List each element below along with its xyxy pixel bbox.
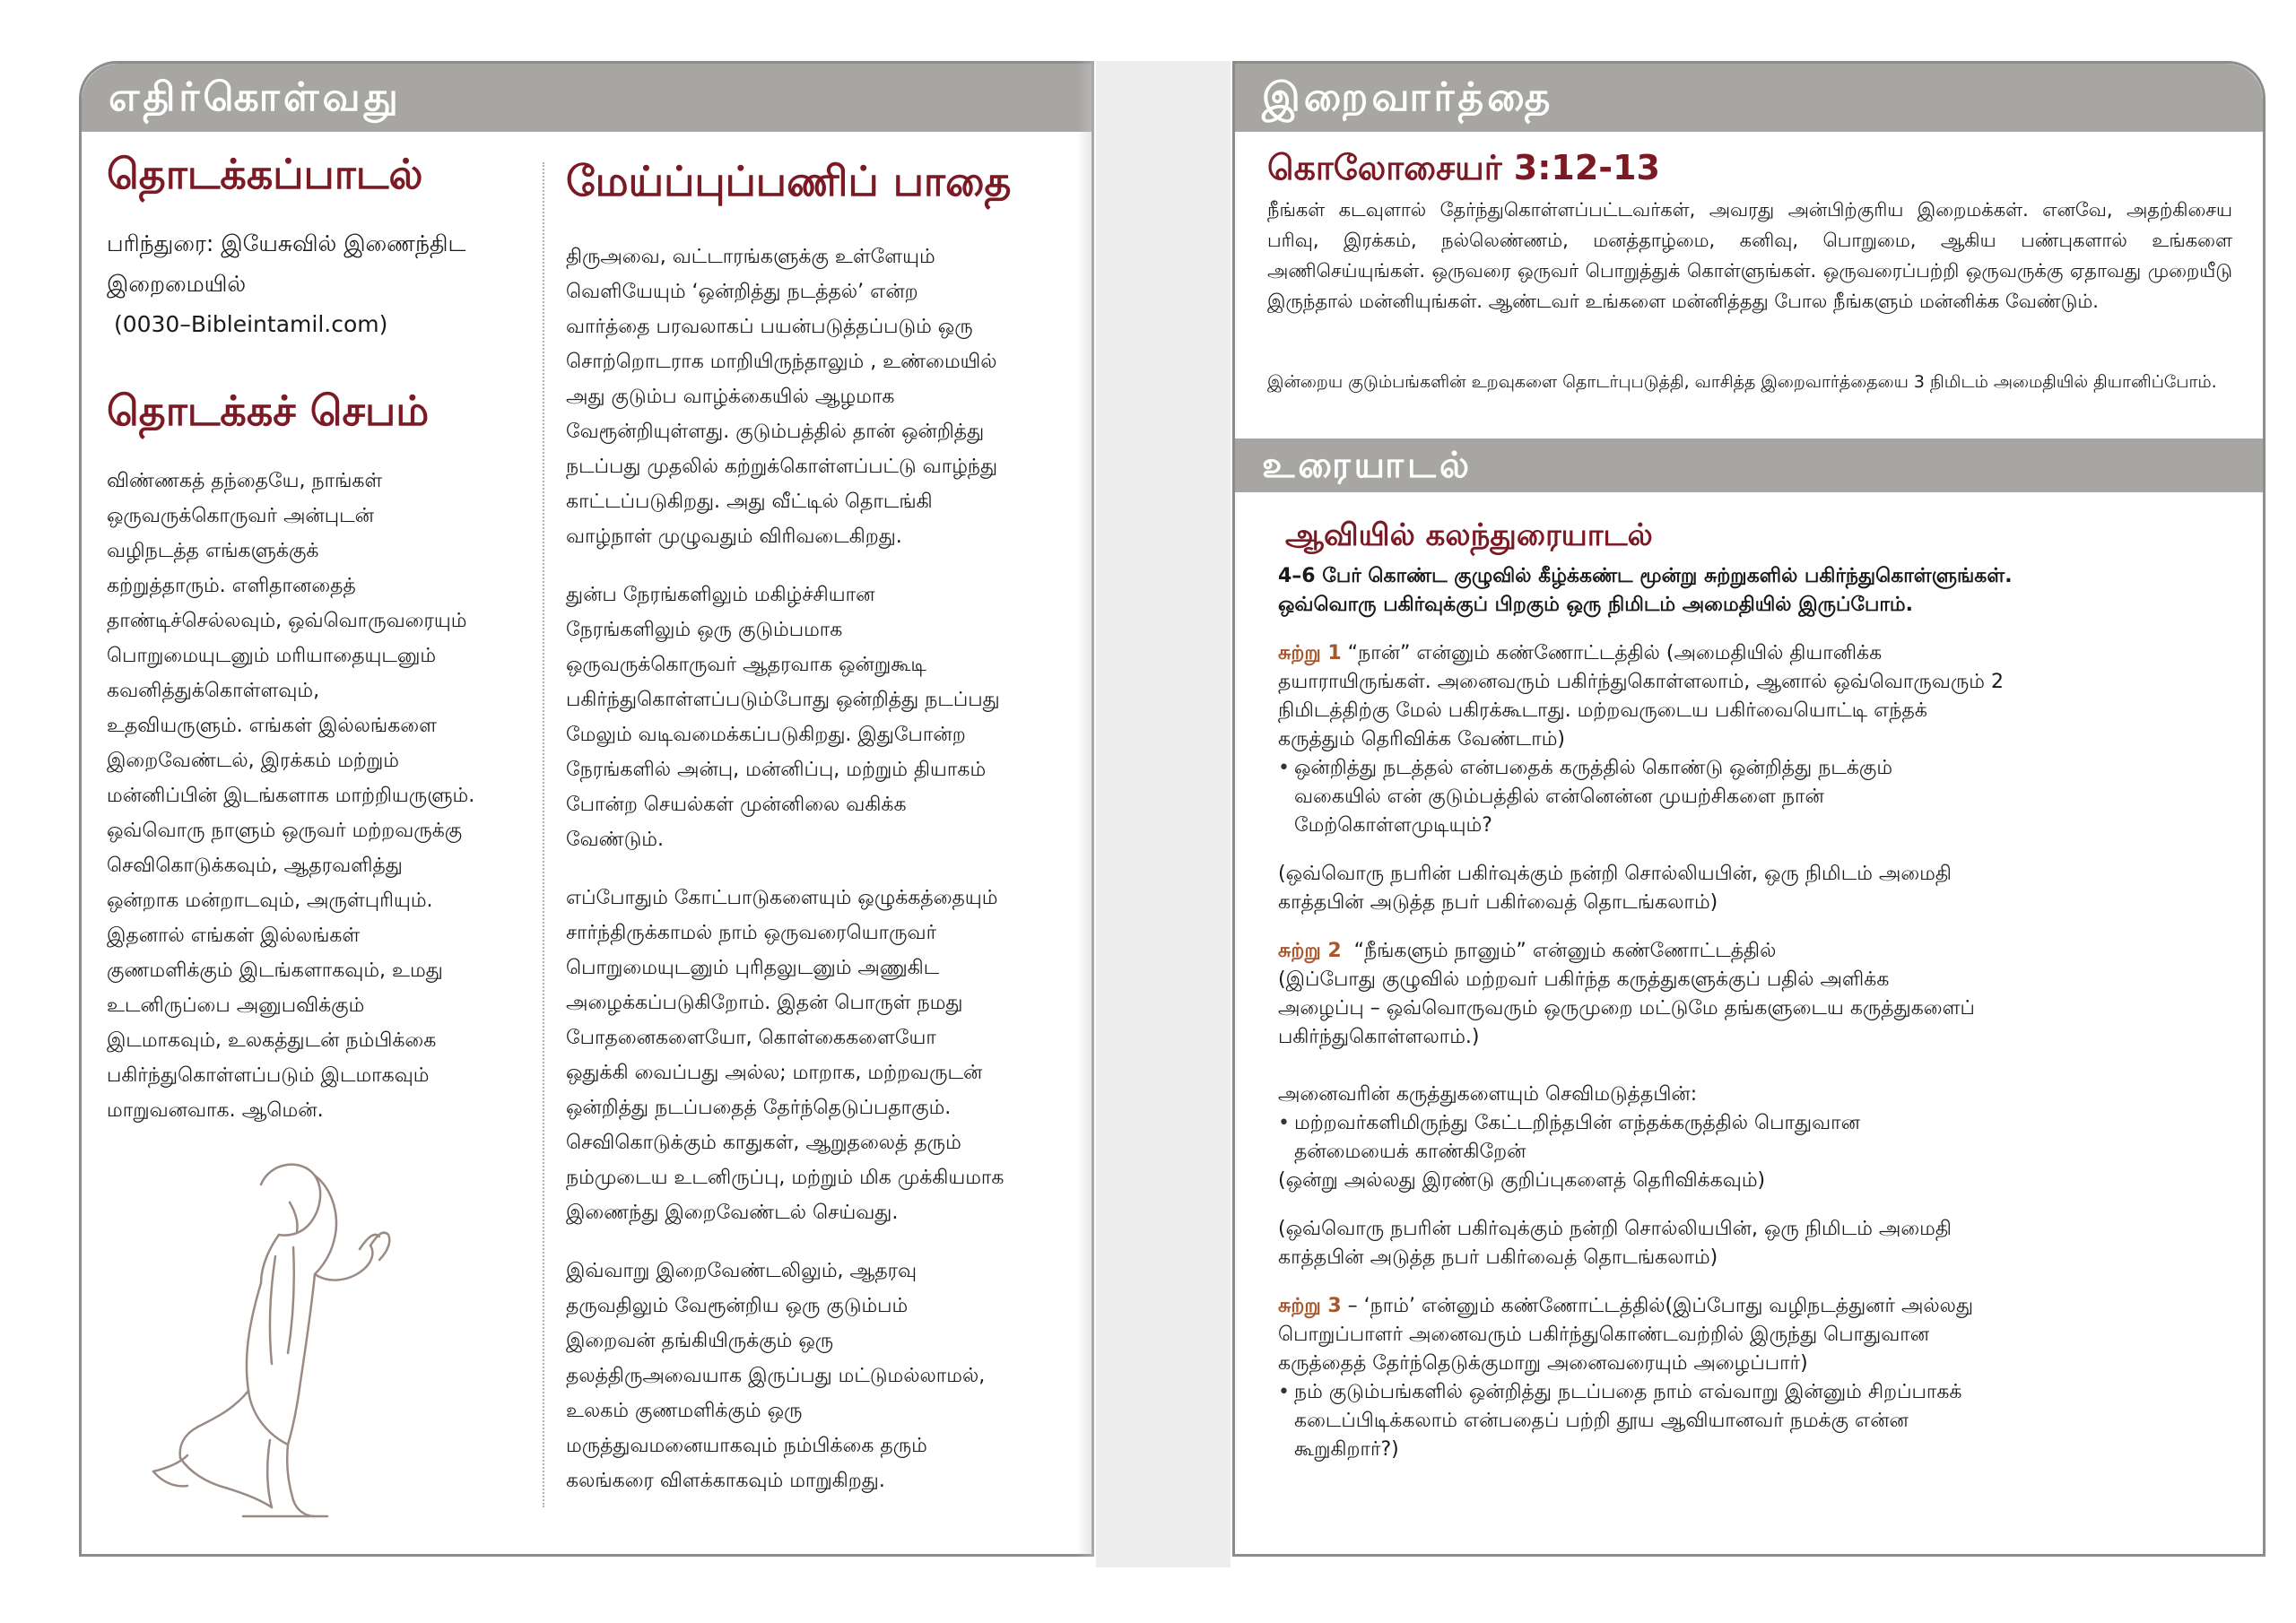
prayer-line: குணமளிக்கும் இடங்களாகவும், உமது (107, 959, 443, 982)
pastoral-line: செவிகொடுக்கும் காதுகள், ஆறுதலைத் தரும் (566, 1132, 961, 1154)
pastoral-path-text (566, 239, 1068, 1522)
pastoral-line: இணைந்து இறைவேண்டல் செய்வது. (566, 1202, 899, 1224)
scripture-reference: கொலோசையர் 3:12-13 (1267, 148, 1660, 187)
round-2-line: அழைப்பு – ஒவ்வொருவரும் ஒருமுறை மட்டுமே தங்களுடைய கருத்துகளைப் (1278, 997, 1975, 1020)
pastoral-line: தலத்திருஅவையாக இருப்பது மட்டுமல்லாமல், (566, 1365, 986, 1387)
opening-song-heading: தொடக்கப்பாடல் (107, 150, 423, 198)
scripture-reflection-note: இன்றைய குடும்பங்களின் உறவுகளை தொடர்புபடுத்தி, வாசித்த இறைவார்த்தையை 3 நிமிடம் அமைதியில் தியானிப்போம். (1267, 372, 2217, 392)
after-all-block (1278, 1081, 2229, 1167)
thanks-line: (ஒவ்வொரு நபரின் பகிர்வுக்கும் நன்றி சொல்லியபின், ஒரு நிமிடம் அமைதி (1278, 863, 1952, 885)
prayer-line: கற்றுத்தாரும். எளிதானதைத் (107, 575, 356, 597)
section-band-encounter: எதிர்கொள்வது (82, 64, 1091, 132)
round-1-question-line: மேற்கொள்ளமுடியும்? (1294, 814, 1492, 837)
round-3-line: கருத்தைத் தேர்ந்தெடுக்குமாறு அனைவரையும் அழைப்பார்) (1278, 1352, 1808, 1375)
prayer-line: மாறுவனவாக. ஆமென். (107, 1099, 324, 1122)
pastoral-line: ஒன்றித்து நடப்பதைத் தேர்ந்தெடுப்பதாகும். (566, 1097, 952, 1119)
pastoral-line: மருத்துவமனையாகவும் நம்பிக்கை தரும் (566, 1435, 927, 1457)
prayer-line: இறைவேண்டல், இரக்கம் மற்றும் (107, 750, 399, 772)
prayer-line: கவனித்துக்கொள்ளவும், (107, 680, 320, 702)
pastoral-paragraph (566, 577, 1068, 857)
prayer-line: இதனால் எங்கள் இல்லங்கள் (107, 924, 361, 947)
pastoral-line: துன்ப நேரங்களிலும் மகிழ்ச்சியான (566, 584, 875, 606)
pastoral-line: நேரங்களில் அன்பு, மன்னிப்பு, மற்றும் தியாகம் (566, 759, 987, 781)
pastoral-line: நேரங்களிலும் ஒரு குடும்பமாக (566, 619, 843, 641)
prayer-line: பொறுமையுடனும் மரியாதையுடனும் (107, 645, 437, 667)
pastoral-line: வார்த்தை பரவலாகப் பயன்படுத்தப்படும் ஒரு (566, 316, 973, 338)
pastoral-line: பொறுமையுடனும் புரிதலுடனும் அணுகிட (566, 957, 940, 979)
pastoral-line: நடப்பது முதலில் கற்றுக்கொள்ளப்பட்டு வாழ்ந்து (566, 456, 998, 478)
thanks-line: காத்தபின் அடுத்த நபர் பகிர்வைத் தொடங்கலாம்) (1278, 891, 1718, 914)
round-2-text-rest (1278, 966, 2229, 1052)
round-3-line: பொறுப்பாளர் அனைவரும் பகிர்ந்துகொண்டவற்றில் இருந்து பொதுவான (1278, 1324, 1930, 1346)
round-1-line: நிமிடத்திற்கு மேல் பகிரக்கூடாது. மற்றவருடைய பகிர்வையொட்டி எந்தக் (1278, 699, 1927, 722)
gutter-shadow (1076, 61, 1094, 1557)
pastoral-line: வாழ்நாள் முழுவதும் விரிவடைகிறது. (566, 525, 902, 548)
page-gutter (1096, 61, 1231, 1567)
round-1 (1278, 639, 2229, 840)
opening-prayer-heading: தொடக்கச் செபம் (107, 386, 430, 435)
prayer-line: செவிகொடுக்கவும், ஆதரவளித்து (107, 855, 403, 877)
prayer-line: வழிநடத்த எங்களுக்குக் (107, 540, 319, 562)
pastoral-line: சொற்றொடராக மாறியிருந்தாலும் , உண்மையில் (566, 351, 997, 373)
prayer-line: உடனிருப்பை அனுபவிக்கும் (107, 994, 365, 1017)
prayer-line: உதவியருளும். எங்கள் இல்லங்களை (107, 715, 437, 737)
dialogue-body (1278, 562, 2229, 1484)
opening-song-line: இறைமையில் (107, 271, 247, 297)
pastoral-line: எப்போதும் கோட்பாடுகளையும் ஒழுக்கத்தையும் (566, 887, 998, 909)
thanks-note-1 (1278, 860, 2229, 917)
prayer-line: மன்னிப்பின் இடங்களாக மாற்றியருளும். (107, 785, 475, 807)
prayer-line: விண்ணகத் தந்தையே, நாங்கள் (107, 470, 383, 492)
opening-song-source: (0030–Bibleintamil.com) (107, 311, 388, 337)
dialogue-intro-line: ஒவ்வொரு பகிர்வுக்குப் பிறகும் ஒரு நிமிடம் அமைதியில் இருப்போம். (1278, 594, 1913, 616)
column-divider (543, 162, 544, 1507)
pastoral-line: போன்ற செயல்கள் முன்னிலை வகிக்க (566, 794, 907, 816)
pastoral-line: மேலும் வடிவமைக்கப்படுகிறது. இதுபோன்ற (566, 724, 966, 746)
round-3-question-line: கடைப்பிடிக்கலாம் என்பதைப் பற்றி தூய ஆவியானவர் நமக்கு என்ன (1294, 1410, 1909, 1432)
round-3-question-line: கூறுகிறார்?) (1294, 1438, 1399, 1461)
dialogue-intro-line: 4–6 பேர் கொண்ட குழுவில் கீழ்க்கண்ட மூன்று சுற்றுகளில் பகிர்ந்துகொள்ளுங்கள். (1278, 565, 2013, 587)
round-2-line: (இப்போது குழுவில் மற்றவர் பகிர்ந்த கருத்துகளுக்குப் பதில் அளிக்க (1278, 968, 1890, 991)
pastoral-paragraph (566, 881, 1068, 1230)
round-1-text-rest (1278, 668, 2229, 754)
prayer-line: ஒவ்வொரு நாளும் ஒருவர் மற்றவருக்கு (107, 820, 463, 842)
round-3-text: – ‘நாம்’ என்னும் கண்ணோட்டத்தில்(இப்போது வழிநடத்துனர் அல்லது (1341, 1295, 1974, 1317)
round-1-question-line: வகையில் என் குடும்பத்தில் என்னென்ன முயற்சிகளை நான் (1294, 785, 1824, 808)
scripture-text: நீங்கள் கடவுளால் தேர்ந்துகொள்ளப்பட்டவர்கள், அவரது அன்பிற்குரிய இறைமக்கள். எனவே, அதற்கிசைய பரிவு, இரக்கம், நல்லெண்ணம், மனத்தாழ்மை, கனிவு, பொறுமை, ஆகிய பண்புகளால் உங்களை அணிசெய்யுங்கள். ஒருவரை ஒருவர் பொறுத்துக் கொள்ளுங்கள். ஒருவரைப்பற்றி ஒருவருக்கு ஏதாவது முறையீடு இருந்தால் மன்னியுங்கள். ஆண்டவர் உங்களை மன்னித்தது போல நீங்களும் மன்னிக்க வேண்டும். (1267, 199, 2232, 312)
round-3-text-rest (1278, 1321, 2229, 1378)
thanks-line: காத்தபின் அடுத்த நபர் பகிர்வைத் தொடங்கலாம்) (1278, 1246, 1718, 1269)
round-3-question-line: • நம் குடும்பங்களில் ஒன்றித்து நடப்பதை நாம் எவ்வாறு இன்னும் சிறப்பாகக் (1294, 1381, 1962, 1403)
pastoral-line: போதனைகளையோ, கொள்கைகளையோ (566, 1027, 936, 1049)
pastoral-line: திருஅவை, வட்டாரங்களுக்கு உள்ளேயும் (566, 246, 935, 268)
round-2-question-line: தன்மையைக் காண்கிறேன் (1294, 1141, 1526, 1163)
opening-song-line: பரிந்துரை: இயேசுவில் இணைந்திட (107, 230, 466, 256)
pastoral-line: அழைக்கப்படுகிறோம். இதன் பொருள் நமது (566, 992, 963, 1014)
pastoral-paragraph (566, 1254, 1068, 1498)
round-2-question (1294, 1109, 2229, 1167)
after-all-label: அனைவரின் கருத்துகளையும் செவிமடுத்தபின்: (1278, 1083, 1698, 1106)
prayer-line: இடமாகவும், உலகத்துடன் நம்பிக்கை (107, 1029, 437, 1052)
dialogue-heading: ஆவியில் கலந்துரையாடல் (1285, 517, 1653, 553)
round-2-label: சுற்று 2 (1278, 940, 1342, 962)
kneeling-prayer-figure-illustration (135, 1149, 404, 1534)
pastoral-line: வேரூன்றியுள்ளது. குடும்பத்தில் தான் ஒன்றித்து (566, 421, 985, 443)
section-band-dialogue: உரையாடல் (1235, 438, 2263, 492)
pastoral-line: அது குடும்ப வாழ்க்கையில் ஆழமாக (566, 386, 895, 408)
prayer-line: ஒன்றாக மன்றாடவும், அருள்புரியும். (107, 890, 433, 912)
pastoral-line: இறைவன் தங்கியிருக்கும் ஒரு (566, 1330, 834, 1352)
round-1-line: தயாராயிருங்கள். அனைவரும் பகிர்ந்துகொள்ளலாம், ஆனால் ஒவ்வொருவரும் 2 (1278, 671, 2004, 693)
prayer-line: பகிர்ந்துகொள்ளப்படும் இடமாகவும் (107, 1064, 430, 1087)
pastoral-paragraph (566, 239, 1068, 554)
pastoral-line: நம்முடைய உடனிருப்பு, மற்றும் மிக முக்கியமாக (566, 1167, 1004, 1189)
round-2 (1278, 937, 2229, 1052)
pastoral-line: உலகம் குணமளிக்கும் ஒரு (566, 1400, 803, 1422)
thanks-line: (ஒவ்வொரு நபரின் பகிர்வுக்கும் நன்றி சொல்லியபின், ஒரு நிமிடம் அமைதி (1278, 1218, 1952, 1240)
round-1-label: சுற்று 1 (1278, 642, 1342, 664)
thanks-note-2 (1278, 1215, 2229, 1272)
prayer-line: தாண்டிச்செல்லவும், ஒவ்வொருவரையும் (107, 610, 467, 632)
round-3-label: சுற்று 3 (1278, 1295, 1342, 1317)
round-1-line: கருத்தும் தெரிவிக்க வேண்டாம்) (1278, 728, 1565, 751)
pastoral-line: காட்டப்படுகிறது. அது வீட்டில் தொடங்கி (566, 490, 933, 513)
left-panel (79, 61, 1094, 1557)
right-panel (1232, 61, 2266, 1557)
section-band-word-of-god: இறைவார்த்தை (1235, 64, 2263, 132)
prayer-line: ஒருவருக்கொருவர் அன்புடன் (107, 505, 374, 527)
round-2-line: பகிர்ந்துகொள்ளலாம்.) (1278, 1026, 1480, 1048)
round-1-question (1294, 754, 2229, 840)
round-2-text: “நீங்களும் நானும்” என்னும் கண்ணோட்டத்தில் (1341, 940, 1777, 962)
pastoral-line: தருவதிலும் வேரூன்றிய ஒரு குடும்பம் (566, 1295, 909, 1317)
round-3-question (1294, 1378, 2229, 1464)
pastoral-line: வெளியேயும் ‘ஒன்றித்து நடத்தல்’ என்ற (566, 281, 918, 303)
one-or-two-note: (ஒன்று அல்லது இரண்டு குறிப்புகளைத் தெரிவிக்கவும்) (1278, 1169, 1766, 1192)
pastoral-line: ஒதுக்கி வைப்பது அல்ல; மாறாக, மற்றவருடன் (566, 1062, 983, 1084)
round-3 (1278, 1292, 2229, 1464)
pastoral-line: சார்ந்திருக்காமல் நாம் ஒருவரையொருவர் (566, 922, 937, 944)
pastoral-line: கலங்கரை விளக்காகவும் மாறுகிறது. (566, 1470, 885, 1492)
pastoral-line: பகிர்ந்துகொள்ளப்படும்போது ஒன்றித்து நடப்பது (566, 689, 1000, 711)
pastoral-line: இவ்வாறு இறைவேண்டலிலும், ஆதரவு (566, 1260, 918, 1282)
pastoral-line: ஒருவருக்கொருவர் ஆதரவாக ஒன்றுகூடி (566, 654, 926, 676)
round-1-question-line: • ஒன்றித்து நடத்தல் என்பதைக் கருத்தில் கொண்டு ஒன்றித்து நடக்கும் (1294, 757, 1893, 779)
opening-song-block (107, 223, 465, 344)
pastoral-path-heading: மேய்ப்புப்பணிப் பாதை (566, 157, 1012, 205)
round-2-question-line: • மற்றவர்களிமிருந்து கேட்டறிந்தபின் எந்தக்கருத்தில் பொதுவான (1294, 1112, 1861, 1134)
opening-prayer-text (107, 464, 519, 1128)
pastoral-line: வேண்டும். (566, 829, 665, 851)
round-1-text: “நான்” என்னும் கண்ணோட்டத்தில் (அமைதியில் தியானிக்க (1341, 642, 1883, 664)
